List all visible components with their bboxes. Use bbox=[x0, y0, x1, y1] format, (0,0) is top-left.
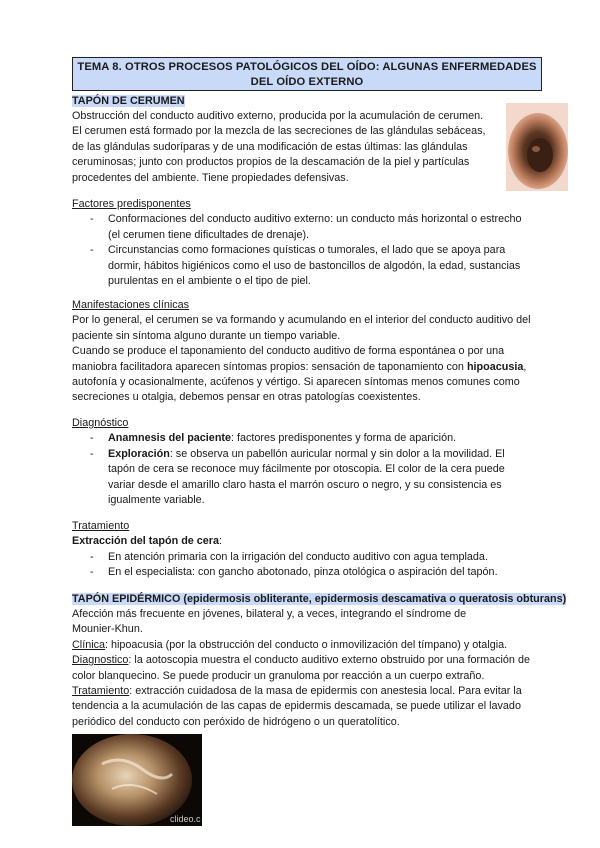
epidermico-body: Afección más frecuente en jóvenes, bilateral y, a veces, integrando el síndrome de Mounier-Khun. Clínica: hipoacusia (por la obstrucción del conducto o inmovilización del tímpano) y otalgia. Diagnostico: la aotoscopia muestra el conducto auditivo externo obstruido por una formación de color blanquecino. Se puede producir un granuloma por reacción a un cuerpo extraño. Tratamiento: extracción cuidadosa de la masa de epidermis con anestesia local. Para evitar la tendencia a la acumulación de las capas de epidermis descamada, se puede utilizar el lavado periódico del conducto con peróxido de hidrógeno o un queratolítico. bbox=[72, 608, 530, 728]
ear-otoscopy-image bbox=[506, 103, 568, 191]
document-title bbox=[72, 57, 542, 91]
section-heading-cerumen: TAPÓN DE CERUMEN bbox=[72, 95, 185, 107]
ear-cerumen-photo bbox=[506, 103, 568, 191]
list-item: - En el especialista: con gancho abotonado, pinza otológica o aspiración del tapón. bbox=[72, 565, 552, 580]
title-line-1: TEMA 8. OTROS PROCESOS PATOLÓGICOS DEL OÍDO: ALGUNAS ENFERMEDADES bbox=[77, 61, 537, 73]
tratamiento-section: Tratamiento Extracción del tapón de cera: - En atención primaria con la irrigación del conducto auditivo con agua templada. - En el especialista: con gancho abotonado, pinza otológica o aspiración del tapón. bbox=[72, 519, 552, 581]
list-item: - Conformaciones del conducto auditivo externo: un conducto más horizontal o estrecho (el cerumen tiene dificultades de drenaje). bbox=[72, 212, 552, 243]
section-heading-epidermico: TAPÓN EPIDÉRMICO (epidermosis obliterante, epidermosis descamativa o queratosis obturans) bbox=[72, 593, 567, 605]
diagnostico-section bbox=[72, 416, 552, 508]
list-item: - En atención primaria con la irrigación del conducto auditivo con agua templada. bbox=[72, 550, 552, 565]
epidermic-plug-photo bbox=[72, 734, 202, 826]
manifestaciones-section: Manifestaciones clínicas Por lo general, el cerumen se va formando y acumulando en el interior del conducto auditivo del paciente sin síntoma alguno durante un tiempo variable. Cuando se produce el taponamiento del conducto auditivo de forma espontánea o por una maniobra facilitadora aparecen síntomas propios: sensación de taponamiento con hipoacusia, autofonía y ocasionalmente, acúfenos y vértigo. Si aparecen síntomas menos comunes como secreciones u otalgia, debemos pensar en otras patologías coexistentes. bbox=[72, 298, 552, 406]
factores-heading: Factores predisponentes bbox=[72, 198, 191, 210]
title-line-2: DEL OÍDO EXTERNO bbox=[250, 76, 364, 88]
factores-section bbox=[72, 197, 552, 289]
list-item: - Exploración: se observa un pabellón auricular normal y sin dolor a la movilidad. El tapón de cera se reconoce muy fácilmente por otoscopia. El color de la cera puede variar desde el amarillo claro hasta el marrón oscuro o negro, y su consistencia es igualmente variable. bbox=[72, 447, 552, 509]
watermark-text: clideo.c bbox=[170, 814, 201, 824]
epidermic-plug-image bbox=[72, 734, 202, 826]
diagnostico-heading: Diagnóstico bbox=[72, 417, 129, 429]
list-item: - Circunstancias como formaciones quísticas o tumorales, el lado que se apoya para dormir, hábitos higiénicos como el uso de bastoncillos de algodón, la edad, sustancias purulentas en el ambiente o el tipo de piel. bbox=[72, 243, 552, 289]
tratamiento-heading: Tratamiento bbox=[72, 520, 130, 532]
cerumen-intro: Obstrucción del conducto auditivo externo, producida por la acumulación de cerumen. El cerumen está formado por la mezcla de las secreciones de las glándulas sebáceas, de las glándulas sudoríparas y de una modificación de estas últimas: las glándulas ceruminosas; junto con productos propios de la descamación de la piel y partículas procedentes del ambiente. Tiene propiedades defensivas. bbox=[72, 110, 486, 184]
list-item: - Anamnesis del paciente: factores predisponentes y forma de aparición. bbox=[72, 431, 552, 446]
manifestaciones-heading: Manifestaciones clínicas bbox=[72, 299, 190, 311]
